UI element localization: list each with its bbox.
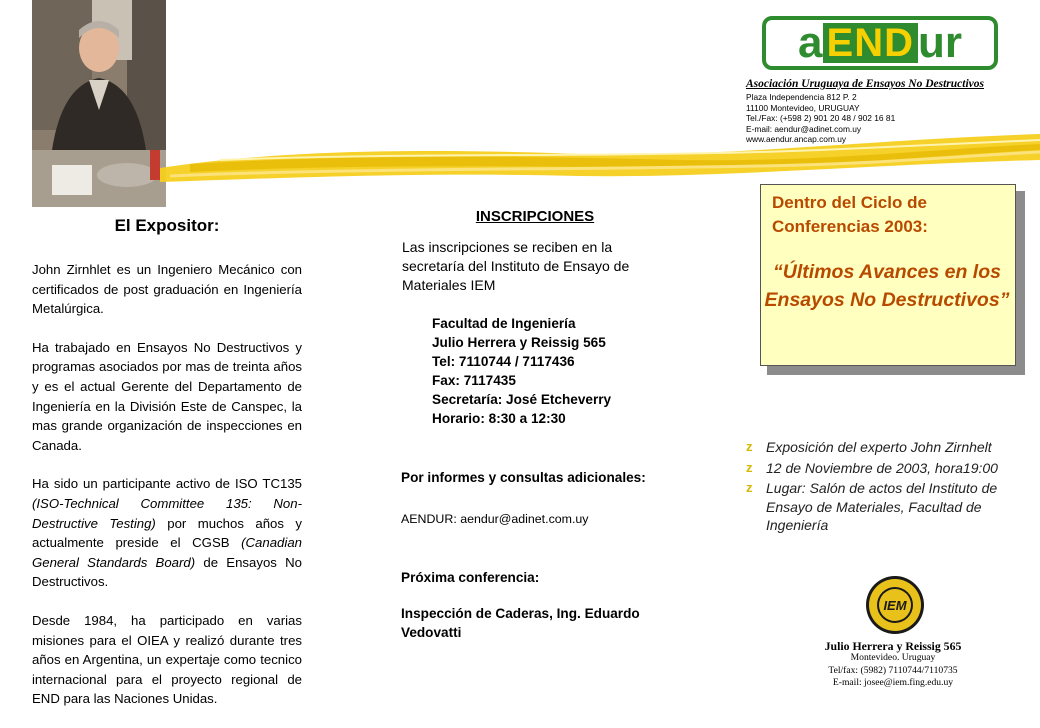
logo-part1: a: [798, 18, 823, 67]
iem-address: [760, 640, 1026, 690]
org-website[interactable]: www.aendur.ancap.com.uy: [746, 134, 847, 145]
bullet-mark-icon: z: [746, 459, 753, 475]
iem-seal-logo: [865, 575, 925, 635]
iso-after: de Ensayos No Destructivos.: [32, 554, 302, 590]
bullet-mark-icon: z: [746, 439, 753, 454]
conference-heading: Dentro del Ciclo de Conferencias 2003:: [772, 193, 928, 236]
logo-part2: END: [823, 23, 918, 63]
inscripciones-text: Las inscripciones se reciben en la secretaría del Instituto de Ensayo de Materiales IEM: [402, 239, 630, 293]
bio-paragraph-3: Desde 1984, ha participado en varias misiones para el OIEA y realizó durante tres años en Argentina, un expertaje como tecnico internacional para el proyecto regional de END para las Naciones Unidas.: [32, 612, 302, 707]
cgsb-italic: (Canadian General Standards Board): [32, 535, 302, 570]
expositor-bio: [32, 260, 302, 728]
event-bullet: [746, 479, 1036, 535]
logo-part3: ur: [917, 18, 962, 67]
org-email[interactable]: E-mail: aendur@adinet.com.uy: [746, 123, 862, 134]
bio-paragraph-1: John Zirnhlet es un Ingeniero Mecánico con certificados de post graduación en Ingeniería Metalúrgica.: [32, 262, 302, 317]
bullet-text: Lugar: Salón de actos del Instituto de Ensayo de Materiales, Facultad de Ingeniería: [766, 480, 998, 533]
facultad-line: Julio Herrera y Reissig 565: [432, 335, 606, 350]
facultad-line: Tel: 7110744 / 7117436: [432, 354, 575, 369]
facultad-line: Horario: 8:30 a 12:30: [432, 411, 566, 426]
aendur-logo: [762, 16, 998, 70]
conference-title: “Últimos Avances en los Ensayos No Destructivos”: [764, 261, 1010, 311]
org-address: Plaza Independencia 812 P. 2: [746, 92, 857, 102]
iso-italic: (ISO-Technical Committee 135: Non-Destructive Testing): [32, 495, 302, 531]
event-bullet: [746, 438, 1036, 457]
inscripciones-title: INSCRIPCIONES: [475, 208, 595, 225]
expositor-title: El Expositor:: [114, 216, 220, 235]
facultad-line: Facultad de Ingeniería: [432, 316, 576, 331]
bio-paragraph-2: Ha trabajado en Ensayos No Destructivos y programas asociados por mas de treinta años y es el actual Gerente del Departamento de Ingeniería en la División Este de Canspec, la mas grande organización de inspecciones en Canada.: [32, 339, 302, 453]
iem-email[interactable]: E-mail: josee@iem.fing.edu.uy: [832, 677, 954, 689]
proxima-title: Próxima conferencia:: [401, 570, 540, 585]
informes-title: Por informes y consultas adicionales:: [401, 470, 646, 485]
expositor-photo: [32, 0, 166, 207]
bullet-text: 12 de Noviembre de 2003, hora19:00: [766, 459, 998, 476]
bullet-text: Exposición del experto John Zirnhelt: [766, 439, 992, 455]
org-info: [746, 92, 895, 145]
brush-stroke-decoration: [160, 120, 1040, 190]
org-name: Asociación Uruguaya de Ensayos No Destructivos: [746, 78, 984, 90]
facultad-block: [432, 314, 692, 428]
org-city: 11100 Montevideo, URUGUAY: [746, 102, 860, 113]
event-details: [746, 438, 1036, 537]
event-bullet: [746, 459, 1036, 478]
facultad-line: Fax: 7117435: [432, 373, 516, 388]
proxima-body: Inspección de Caderas, Ing. Eduardo Vedovatti: [401, 606, 640, 640]
iem-phone: Tel/fax: (5982) 7110744/7110735: [828, 664, 958, 676]
iso-middle: por muchos años y actualmente preside el CGSB: [32, 515, 302, 551]
bullet-mark-icon: z: [746, 480, 753, 495]
bio-paragraph-iso: [32, 474, 302, 592]
iem-city: Montevideo. Uruguay: [850, 652, 936, 664]
iso-before: Ha sido un participante activo de ISO TC135: [32, 476, 302, 492]
facultad-line: Secretaría: José Etcheverry: [432, 392, 612, 407]
iem-street: Julio Herrera y Reissig 565: [824, 639, 962, 653]
seal-text: IEM: [883, 598, 907, 613]
informes-mail[interactable]: AENDUR: aendur@adinet.com.uy: [401, 512, 589, 526]
org-phone: Tel./Fax: (+598 2) 901 20 48 / 902 16 81: [746, 113, 896, 124]
